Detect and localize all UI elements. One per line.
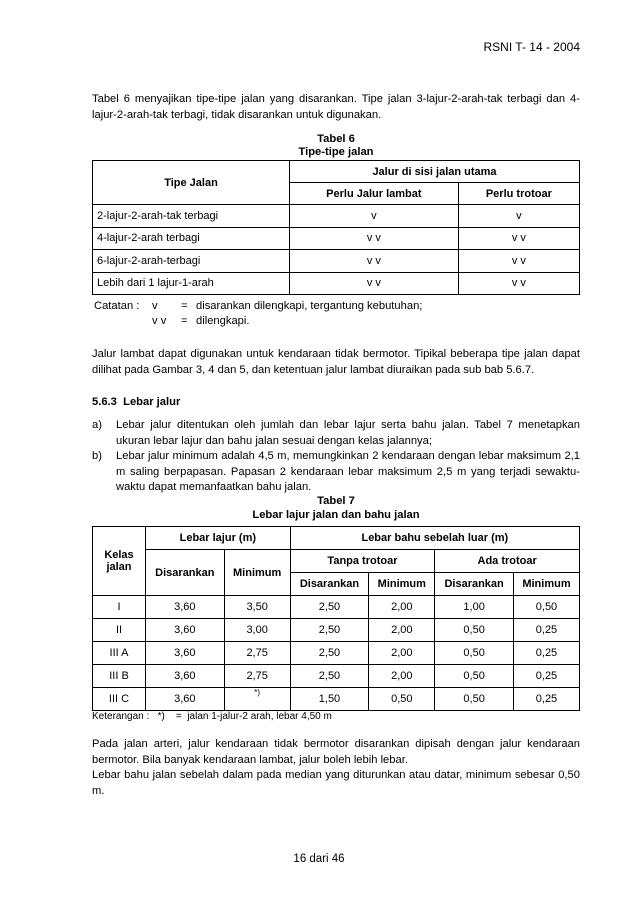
table6-note-label: Catatan : <box>94 300 140 312</box>
cell-slow: v v <box>290 250 459 273</box>
cell-slow: v v <box>290 227 459 250</box>
table7-title: Tabel 7 <box>317 495 355 507</box>
table7-subtitle: Lebar lajur jalan dan bahu jalan <box>252 509 420 521</box>
cell-type: Lebih dari 1 lajur-1-arah <box>93 272 290 295</box>
table7-note: Keterangan : *) = jalan 1-jalur-2 arah, lebar 4,50 m <box>92 711 332 722</box>
cell: 0,50 <box>435 665 514 688</box>
cell: 0,25 <box>513 688 579 711</box>
table7-header-recommended: Disarankan <box>290 573 369 596</box>
table6-title: Tabel 6 <box>317 133 355 145</box>
cell: 0,25 <box>513 619 579 642</box>
intro-paragraph: Tabel 6 menyajikan tipe-tipe jalan yang disarankan. Tipe jalan 3-lajur-2-arah-tak terbagi dan 4-lajur-2-arah-tak terbagi, tidak disarankan untuk digunakan. <box>92 93 580 121</box>
table-row <box>93 250 580 273</box>
cell-type: 2-lajur-2-arah-tak terbagi <box>93 205 290 228</box>
list-text: Lebar jalur minimum adalah 4,5 m, memungkinkan 2 kendaraan dengan lebar maksimum 2,1 m saling berpapasan. Papasan 2 kendaraan lebar maksimum 2,5 m yang terjadi sewaktu-waktu dapat memanfaatkan bahu jalan. <box>116 450 580 493</box>
cell-type: 4-lajur-2-arah terbagi <box>93 227 290 250</box>
table6-header-type: Tipe Jalan <box>93 161 290 205</box>
table6 <box>92 160 580 295</box>
table7-header-no-sidewalk: Tanpa trotoar <box>290 550 435 573</box>
cell: 3,60 <box>146 642 225 665</box>
table7-header-recommended: Disarankan <box>435 573 514 596</box>
table-row <box>93 688 580 711</box>
section-heading <box>92 396 180 408</box>
list-item <box>92 449 580 496</box>
cell: 2,50 <box>290 665 369 688</box>
cell-sidewalk: v v <box>458 227 579 250</box>
cell: 0,25 <box>513 665 579 688</box>
table7-header-with-sidewalk: Ada trotoar <box>435 550 580 573</box>
cell: 0,50 <box>435 619 514 642</box>
table7-header-class: Kelas jalan <box>93 527 146 596</box>
table-row <box>93 205 580 228</box>
cell-sidewalk: v <box>458 205 579 228</box>
table7 <box>92 526 580 711</box>
list-text: Lebar jalur ditentukan oleh jumlah dan lebar lajur serta bahu jalan. Tabel 7 menetapkan ukuran lebar lajur dan bahu jalan sesuai dengan kelas jalannya; <box>116 419 580 447</box>
cell-slow: v v <box>290 272 459 295</box>
cell: 2,00 <box>369 596 435 619</box>
table-row <box>93 665 580 688</box>
table-row <box>93 596 580 619</box>
table7-header-shoulder: Lebar bahu sebelah luar (m) <box>290 527 579 550</box>
cell: III C <box>93 688 146 711</box>
cell: 2,75 <box>224 665 290 688</box>
cell: III B <box>93 665 146 688</box>
table6-note2-text: dilengkapi. <box>196 315 250 327</box>
cell: 0,50 <box>435 688 514 711</box>
cell: 3,60 <box>146 596 225 619</box>
page-number: 16 dari 46 <box>293 853 345 865</box>
list-marker: a) <box>92 419 102 431</box>
cell: 0,50 <box>435 642 514 665</box>
arterial-paragraph: Pada jalan arteri, jalur kendaraan tidak bermotor disarankan dipisah dengan jalur kendaraan bermotor. Bila banyak kendaraan lambat, jalur boleh lebih lebar. <box>92 738 580 766</box>
table7-header-minimum: Minimum <box>369 573 435 596</box>
cell: 0,50 <box>513 596 579 619</box>
cell: 2,50 <box>290 619 369 642</box>
inner-shoulder-paragraph: Lebar bahu jalan sebelah dalam pada median yang diturunkan atau datar, minimum sebesar 0,50 m. <box>92 769 580 797</box>
cell: 2,00 <box>369 665 435 688</box>
cell: 3,60 <box>146 619 225 642</box>
table7-header-lane: Lebar lajur (m) <box>146 527 291 550</box>
cell: *) <box>224 688 290 711</box>
cell: II <box>93 619 146 642</box>
section-number: 5.6.3 <box>92 396 117 408</box>
cell: 3,60 <box>146 688 225 711</box>
table6-header-slow: Perlu Jalur lambat <box>290 183 459 205</box>
table-row <box>93 272 580 295</box>
cell: 1,50 <box>290 688 369 711</box>
cell: 2,00 <box>369 619 435 642</box>
cell-sidewalk: v v <box>458 272 579 295</box>
table6-note2-symbol: v v <box>152 315 167 327</box>
cell-type: 6-lajur-2-arah-terbagi <box>93 250 290 273</box>
table7-header-lane-minimum: Minimum <box>224 550 290 596</box>
cell: 3,00 <box>224 619 290 642</box>
cell-slow: v <box>290 205 459 228</box>
list-item <box>92 418 580 449</box>
table6-note2-eq: = <box>181 315 188 327</box>
table-row <box>93 619 580 642</box>
cell: I <box>93 596 146 619</box>
table6-header-sidewalk: Perlu trotoar <box>458 183 579 205</box>
table6-subtitle: Tipe-tipe jalan <box>298 146 374 158</box>
table6-note1-symbol: v <box>152 300 158 312</box>
table7-header-lane-recommended: Disarankan <box>146 550 225 596</box>
cell: 2,50 <box>290 642 369 665</box>
table6-header-group: Jalur di sisi jalan utama <box>290 161 580 183</box>
slow-lane-paragraph: Jalur lambat dapat digunakan untuk kendaraan tidak bermotor. Tipikal beberapa tipe jalan dapat dilihat pada Gambar 3, 4 dan 5, dan ketentuan jalur lambat diuraikan pada sub bab 5.6.7. <box>92 348 580 376</box>
cell: 3,50 <box>224 596 290 619</box>
cell: 1,00 <box>435 596 514 619</box>
cell: 2,50 <box>290 596 369 619</box>
cell: 0,25 <box>513 642 579 665</box>
cell: III A <box>93 642 146 665</box>
cell-sidewalk: v v <box>458 250 579 273</box>
table6-note1-eq: = <box>181 300 188 312</box>
table7-header-minimum: Minimum <box>513 573 579 596</box>
table6-note1-text: disarankan dilengkapi, tergantung kebutuhan; <box>196 300 423 312</box>
cell: 2,00 <box>369 642 435 665</box>
cell: 2,75 <box>224 642 290 665</box>
list-marker: b) <box>92 450 102 462</box>
cell: 0,50 <box>369 688 435 711</box>
table-row <box>93 642 580 665</box>
table-row <box>93 227 580 250</box>
section-title: Lebar jalur <box>123 396 181 408</box>
document-id: RSNI T- 14 - 2004 <box>483 40 580 54</box>
cell: 3,60 <box>146 665 225 688</box>
